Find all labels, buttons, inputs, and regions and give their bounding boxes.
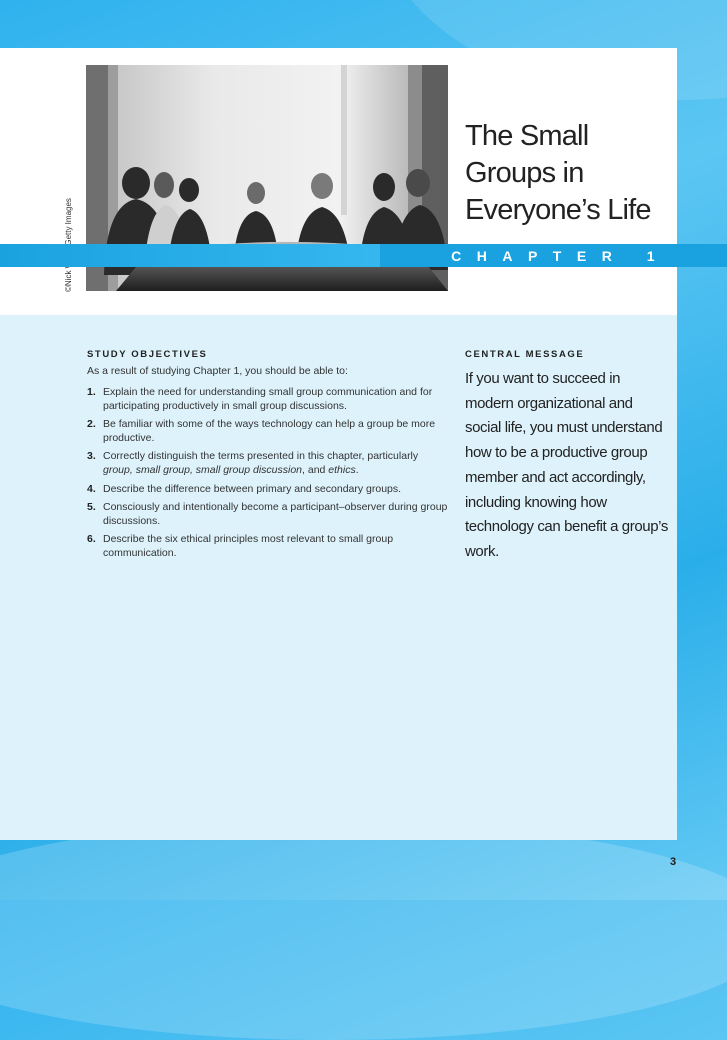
item-text <box>103 450 449 477</box>
central-message-body: If you want to succeed in modern organizational and social life, you must understand how to be a productive group member and act accordingly, including knowing how technology can benefit a group’s work. <box>465 370 668 560</box>
list-item <box>87 483 449 497</box>
chapter-label: CHAPTER 1 <box>451 248 670 264</box>
item-text-emphasis: ethics <box>328 463 356 476</box>
item-number: 1. <box>87 386 96 398</box>
list-item <box>87 386 449 413</box>
title-line: The Small <box>465 120 589 152</box>
page-sheet <box>0 48 677 840</box>
study-objectives-list <box>87 386 449 566</box>
list-item <box>87 450 449 477</box>
study-objectives-intro: As a result of studying Chapter 1, you should be able to: <box>87 365 348 377</box>
item-text: Be familiar with some of the ways technology can help a group be more productive. <box>103 418 436 444</box>
item-number: 2. <box>87 418 96 431</box>
item-number: 4. <box>87 482 96 495</box>
chapter-banner-gradient <box>0 244 380 267</box>
title-line: Everyone’s Life <box>465 194 651 226</box>
item-text: Describe the six ethical principles most relevant to small group communication. <box>103 533 394 559</box>
chapter-title <box>465 118 675 229</box>
item-number: 6. <box>87 533 96 546</box>
chapter-banner <box>0 244 727 267</box>
item-number: 5. <box>87 501 96 514</box>
item-text-part: , and <box>302 463 329 476</box>
study-objectives-heading: STUDY OBJECTIVES <box>87 349 208 360</box>
item-number: 3. <box>87 450 96 463</box>
page-number: 3 <box>670 856 677 868</box>
title-line: Groups in <box>465 157 584 189</box>
item-text: Consciously and intentionally become a participant–observer during group discussions. <box>103 501 448 527</box>
photo-credit <box>64 272 73 292</box>
list-item <box>87 533 449 560</box>
item-text-part: Correctly distinguish the terms presented in this chapter, particularly <box>103 450 419 463</box>
objectives-panel <box>0 315 677 840</box>
item-text: Describe the difference between primary and secondary groups. <box>103 482 402 495</box>
background-swoosh <box>0 820 727 1040</box>
list-item <box>87 501 449 528</box>
central-message-heading: CENTRAL MESSAGE <box>465 349 585 360</box>
item-text-emphasis: group, small group, small group discussion <box>103 463 303 476</box>
item-text-part: . <box>355 463 359 476</box>
list-item <box>87 418 449 445</box>
item-text: Explain the need for understanding small group communication and for participating productively in small group discussions. <box>103 386 433 412</box>
